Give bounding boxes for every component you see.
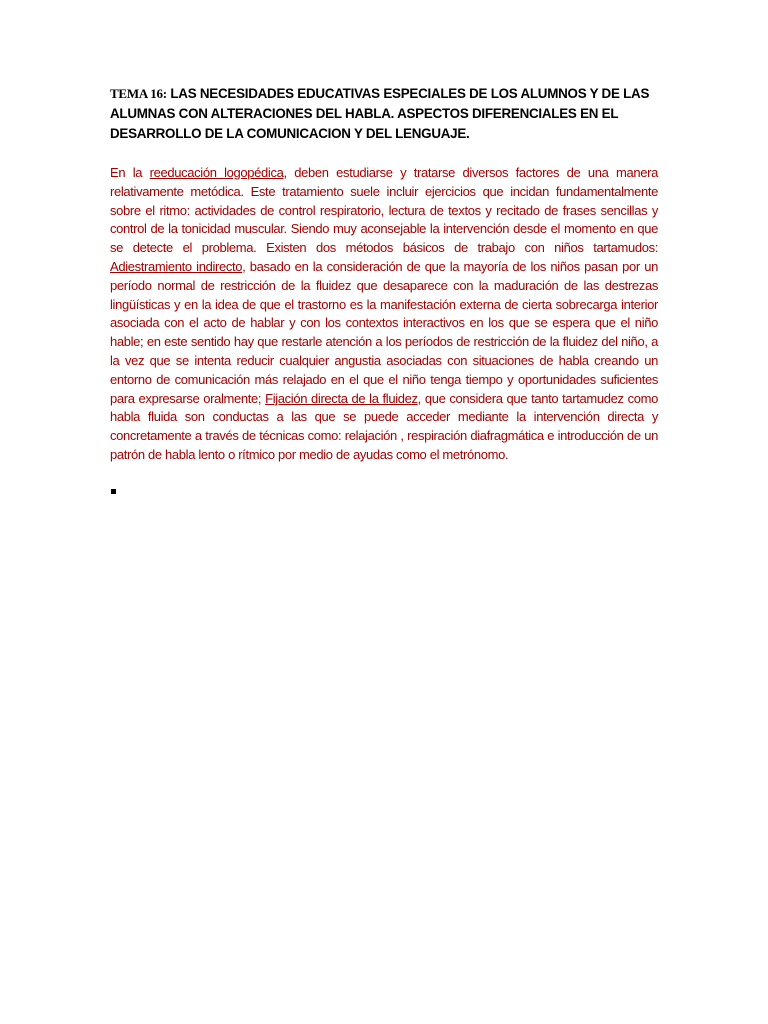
- bullet-marker: [111, 489, 116, 494]
- paragraph-text-1: En la: [110, 165, 150, 180]
- topic-number: TEMA 16:: [110, 86, 167, 101]
- topic-heading: [110, 84, 658, 144]
- fijacion-directa-link[interactable]: Fijación directa de la fluidez: [265, 390, 418, 406]
- body-paragraph: [110, 164, 658, 465]
- paragraph-text-3: , basado en la consideración de que la mayoría de los niños pasan por un período normal de restricción de la fluidez que desaparece con la maduración de las destrezas lingüísticas y en la idea de que el trastorno es la manifestación externa de cierta sobrecarga interior asociada con el acto de hablar y con los contextos interactivos en los que se espera que el niño hable; en este sentido hay que restarle atención a los períodos de restricción de la fluidez del niño, a la vez que se intenta reducir cualquier angustia asociadas con situaciones de habla creando un entorno de comunicación más relajado en el que el niño tenga tiempo y oportunidades suficientes para expresarse oralmente;: [110, 258, 658, 406]
- adiestramiento-indirecto-link[interactable]: Adiestramiento indirecto: [110, 258, 243, 274]
- paragraph-text-2: , deben estudiarse y tratarse diversos factores de una manera relativamente metódica. Este tratamiento suele incluir ejercicios que incidan fundamentalmente sobre el ritmo: actividades de control respiratorio, lectura de textos y recitado de frases sencillas y control de la tonicidad muscular. Siendo muy aconsejable la intervención desde el momento en que se detecte el problema. Existen dos métodos básicos de trabajo con niños tartamudos:: [110, 165, 658, 256]
- document-content: [110, 84, 658, 465]
- reeducacion-logopedica-link[interactable]: reeducación logopédica: [149, 165, 284, 180]
- paragraph-text-4: , que considera que tanto tartamudez como habla fluida son conductas a las que se puede acceder mediante la intervención directa y concretamente a través de técnicas como: relajación , respiración diafragmática e introducción de un patrón de habla lento o rítmico por medio de ayudas como el metrónomo.: [110, 390, 659, 462]
- topic-title: LAS NECESIDADES EDUCATIVAS ESPECIALES DE LOS ALUMNOS Y DE LAS ALUMNAS CON ALTERACIONES DEL HABLA. ASPECTOS DIFERENCIALES EN EL DESARROLLO DE LA COMUNICACION Y DEL LENGUAJE.: [110, 86, 650, 141]
